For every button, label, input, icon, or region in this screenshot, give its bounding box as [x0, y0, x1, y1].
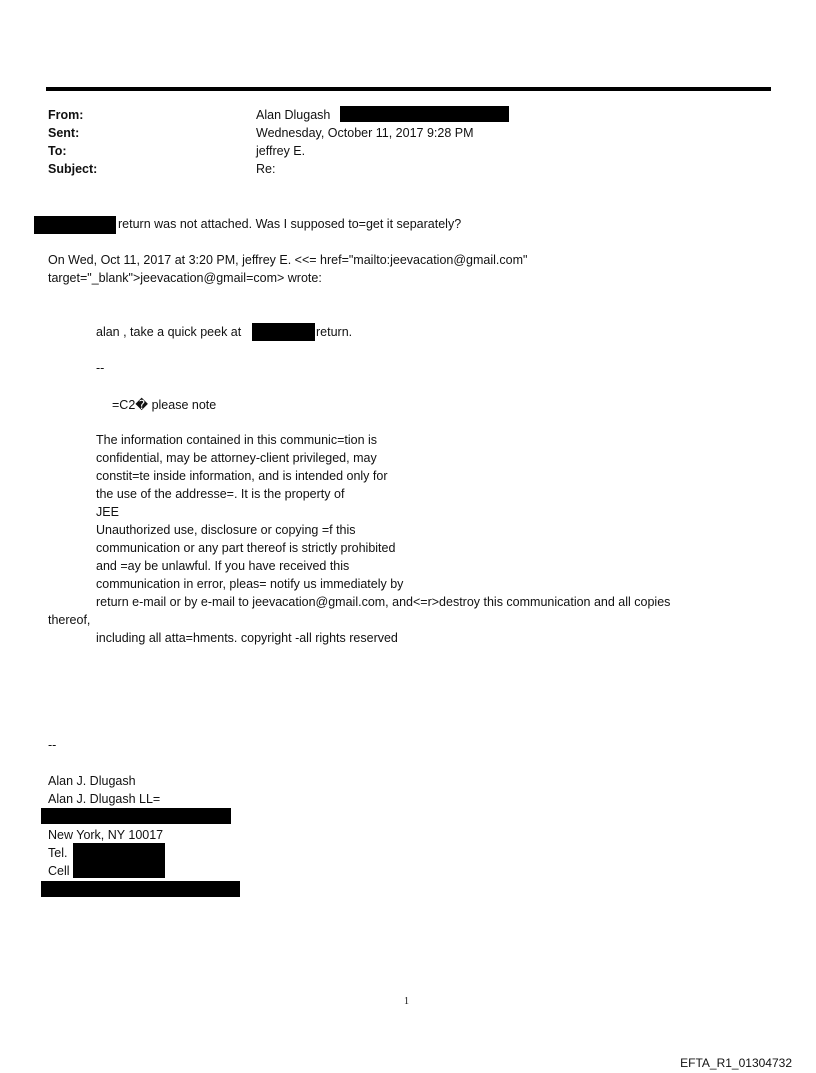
- please-note: =C2� please note: [112, 398, 217, 412]
- disclaimer-line: the use of the addresse=. It is the property of: [96, 487, 345, 501]
- redaction-tel: [73, 843, 165, 861]
- signature-cell-label: Cell: [48, 864, 70, 878]
- redaction-from-email: [340, 106, 509, 122]
- quoted-dashes: --: [96, 361, 105, 375]
- to-label: To:: [48, 144, 67, 158]
- quoted-message-start: alan , take a quick peek at: [96, 325, 242, 339]
- quote-intro-line-1: On Wed, Oct 11, 2017 at 3:20 PM, jeffrey E. <<= href="mailto:jeevacation@gmail.com": [48, 253, 528, 267]
- disclaimer-line: communication or any part thereof is strictly prohibited: [96, 541, 396, 555]
- signature-dashes: --: [48, 738, 57, 752]
- document-id: EFTA_R1_01304732: [680, 1056, 792, 1070]
- signature-city: New York, NY 10017: [48, 828, 164, 842]
- redaction-email: [41, 881, 240, 897]
- to-value: jeffrey E.: [256, 144, 306, 158]
- from-value: Alan Dlugash: [256, 108, 331, 122]
- disclaimer-line: communication in error, pleas= notify us immediately by: [96, 577, 404, 591]
- disclaimer-line: and =ay be unlawful. If you have received this: [96, 559, 350, 573]
- sent-label: Sent:: [48, 126, 80, 140]
- disclaimer-wrap: thereof,: [48, 613, 91, 627]
- quote-intro-line-2: target="_blank">jeevacation@gmail=com> wrote:: [48, 271, 322, 285]
- page-number: 1: [404, 996, 409, 1007]
- redaction-address: [41, 808, 231, 824]
- disclaimer-line: The information contained in this communic=tion is: [96, 433, 378, 447]
- disclaimer-last-line: including all atta=hments. copyright -all rights reserved: [96, 631, 398, 645]
- signature-name: Alan J. Dlugash: [48, 774, 136, 788]
- redaction-quoted-name: [252, 323, 315, 341]
- disclaimer-line: constit=te inside information, and is intended only for: [96, 469, 388, 483]
- subject-value: Re:: [256, 162, 276, 176]
- header-rule: [46, 87, 771, 91]
- from-label: From:: [48, 108, 84, 122]
- redaction-reply-name: [34, 216, 116, 234]
- disclaimer-line: JEE: [96, 505, 119, 519]
- disclaimer-line: confidential, may be attorney-client privileged, may: [96, 451, 377, 465]
- signature-firm: Alan J. Dlugash LL=: [48, 792, 161, 806]
- signature-tel-label: Tel.: [48, 846, 68, 860]
- redaction-cell: [73, 860, 165, 878]
- quoted-message-end: return.: [316, 325, 353, 339]
- sent-value: Wednesday, October 11, 2017 9:28 PM: [256, 126, 474, 140]
- subject-label: Subject:: [48, 162, 98, 176]
- reply-line: return was not attached. Was I supposed to=get it separately?: [118, 217, 462, 231]
- disclaimer-line: return e-mail or by e-mail to jeevacation@gmail.com, and<=r>destroy this communication and all copies: [96, 595, 671, 609]
- disclaimer-line: Unauthorized use, disclosure or copying =f this: [96, 523, 356, 537]
